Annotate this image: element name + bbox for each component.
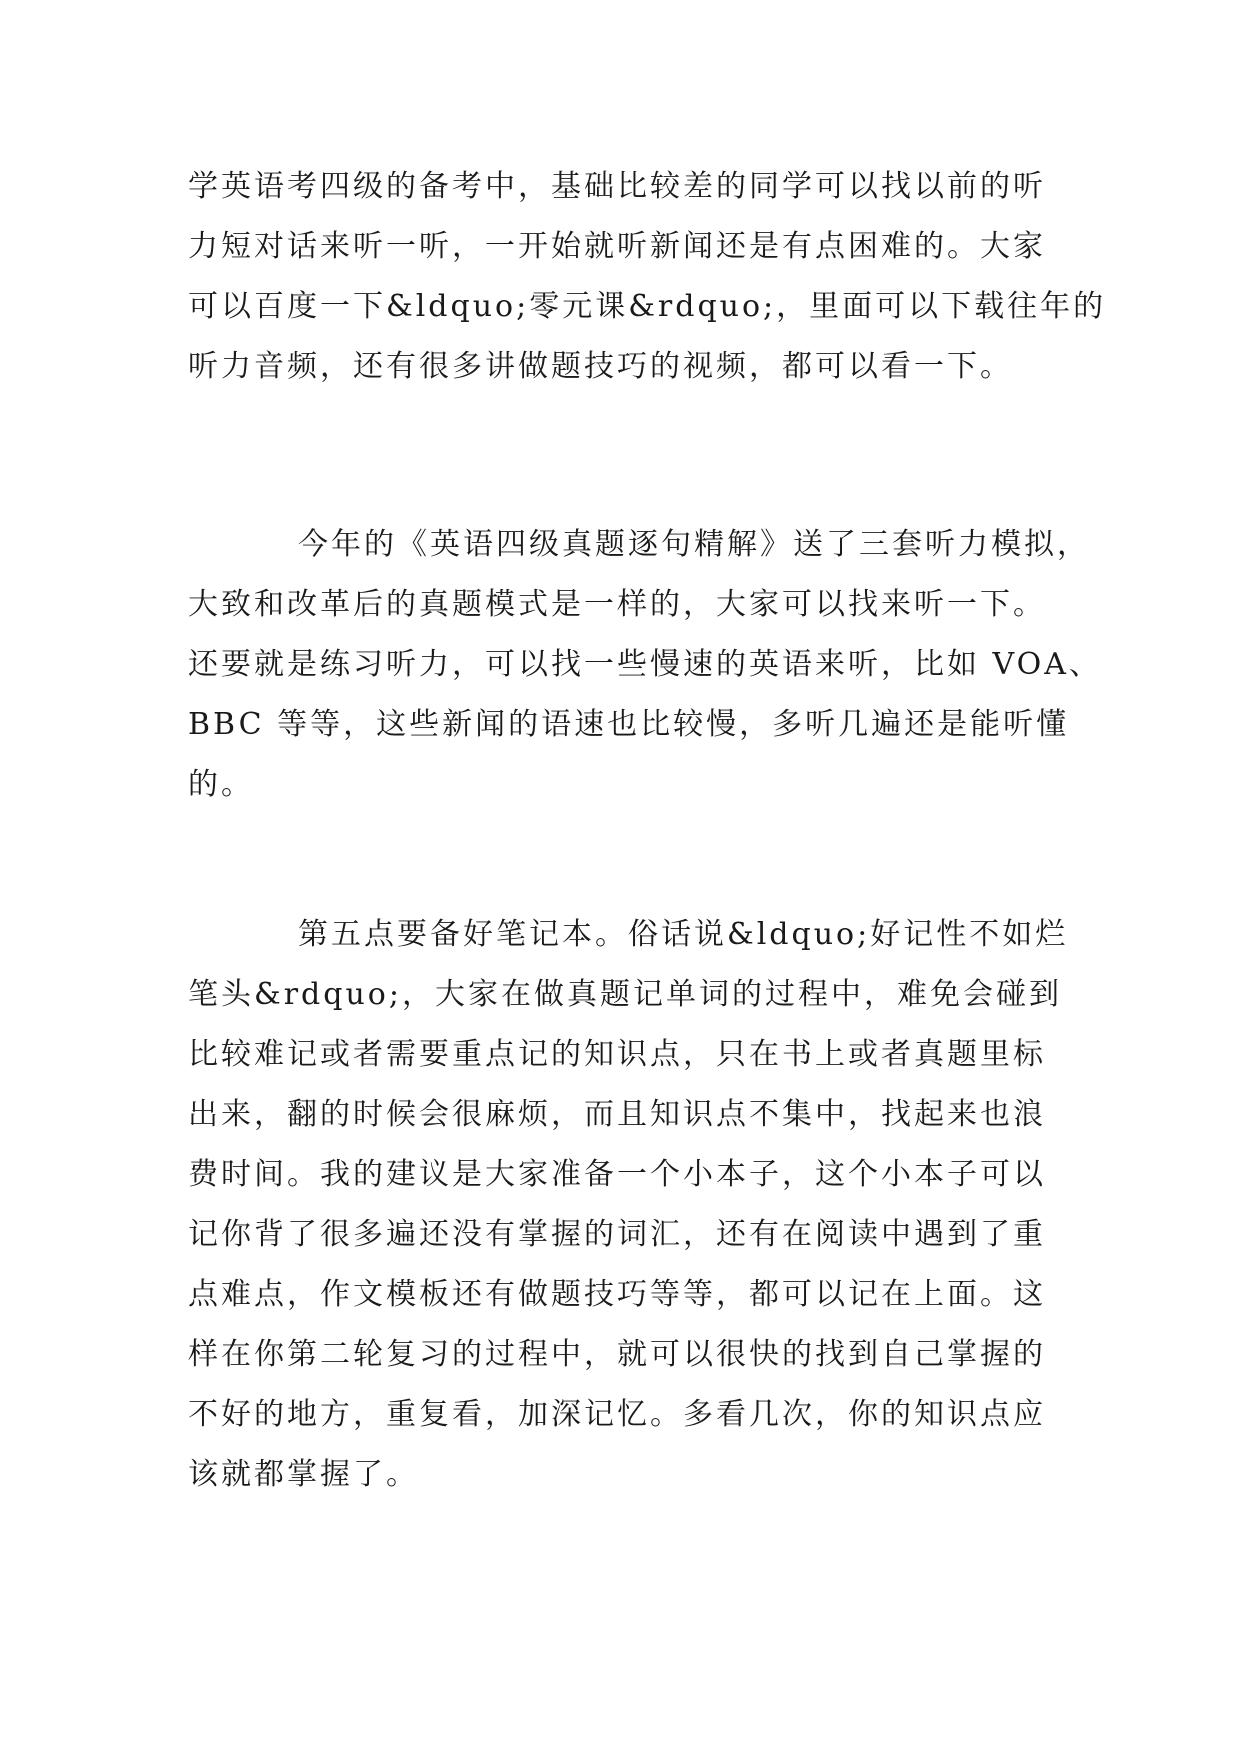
paragraph-line: 不好的地方，重复看，加深记忆。多看几次，你的知识点应 bbox=[188, 1397, 1046, 1432]
paragraph-line: 点难点，作文模板还有做题技巧等等，都可以记在上面。这 bbox=[188, 1277, 1046, 1312]
paragraph-line: 还要就是练习听力，可以找一些慢速的英语来听，比如 VOA、 bbox=[188, 647, 1102, 682]
paragraph-line: 样在你第二轮复习的过程中，就可以很快的找到自己掌握的 bbox=[188, 1337, 1046, 1372]
paragraph-line: 记你背了很多遍还没有掌握的词汇，还有在阅读中遇到了重 bbox=[188, 1217, 1046, 1252]
paragraph-line: 可以百度一下&ldquo;零元课&rdquo;，里面可以下载往年的 bbox=[188, 289, 1107, 324]
paragraph-line: 笔头&rdquo;，大家在做真题记单词的过程中，难免会碰到 bbox=[188, 977, 1062, 1012]
paragraph-line: 的。 bbox=[188, 767, 254, 802]
paragraph-2 bbox=[188, 515, 1102, 815]
paragraph-line: 大致和改革后的真题模式是一样的，大家可以找来听一下。 bbox=[188, 587, 1046, 622]
paragraph-3 bbox=[188, 905, 1068, 1505]
paragraph-line: 今年的《英语四级真题逐句精解》送了三套听力模拟， bbox=[298, 527, 1090, 562]
paragraph-line: 力短对话来听一听，一开始就听新闻还是有点困难的。大家 bbox=[188, 229, 1046, 264]
paragraph-line: 出来，翻的时候会很麻烦，而且知识点不集中，找起来也浪 bbox=[188, 1097, 1046, 1132]
paragraph-line: 比较难记或者需要重点记的知识点，只在书上或者真题里标 bbox=[188, 1037, 1046, 1072]
paragraph-line: 费时间。我的建议是大家准备一个小本子，这个小本子可以 bbox=[188, 1157, 1046, 1192]
paragraph-line: 该就都掌握了。 bbox=[188, 1457, 419, 1492]
paragraph-line: BBC 等等，这些新闻的语速也比较慢，多听几遍还是能听懂 bbox=[188, 707, 1070, 742]
paragraph-line: 听力音频，还有很多讲做题技巧的视频，都可以看一下。 bbox=[188, 349, 1013, 384]
paragraph-1 bbox=[188, 157, 1107, 397]
paragraph-line: 学英语考四级的备考中，基础比较差的同学可以找以前的听 bbox=[188, 169, 1046, 204]
paragraph-line: 第五点要备好笔记本。俗话说&ldquo;好记性不如烂 bbox=[298, 917, 1069, 952]
